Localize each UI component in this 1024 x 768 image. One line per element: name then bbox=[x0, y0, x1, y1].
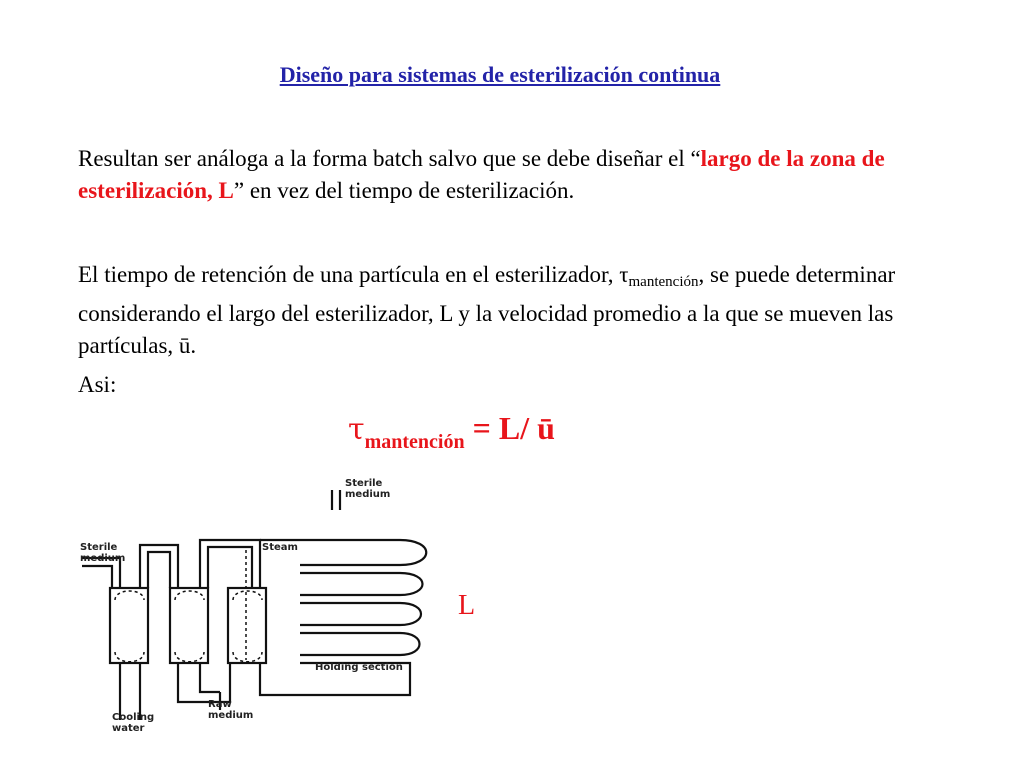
paragraph-2-text-b: , se puede determinar considerando el largo del esterilizador, L y la velocidad promedio a la que se mueven las partículas, ū. bbox=[78, 262, 896, 358]
tau-symbol: τ bbox=[619, 262, 629, 287]
paragraph-1-highlight: largo de la zona de esterilización, L bbox=[78, 146, 885, 203]
diagram-dashed-tubes bbox=[115, 550, 262, 662]
label-sterile-medium-top-1: Sterile bbox=[345, 478, 383, 489]
holding-loop-4 bbox=[300, 633, 420, 655]
label-raw-medium-2: medium bbox=[208, 710, 254, 721]
equation-rhs: = L/ ū bbox=[464, 410, 555, 446]
connector-1-2-b bbox=[148, 552, 170, 588]
holding-loop-2 bbox=[300, 573, 423, 595]
holding-loop-3 bbox=[300, 603, 421, 625]
label-sterile-medium-top-2: medium bbox=[345, 489, 391, 500]
equation-tau: τ bbox=[348, 412, 365, 447]
length-label: L bbox=[458, 590, 476, 621]
tube-dash-3b bbox=[233, 652, 262, 662]
tube-dash-1a bbox=[115, 591, 144, 600]
tube-dash-2b bbox=[175, 652, 204, 662]
label-cooling-water-1: Cooling bbox=[112, 712, 155, 723]
retention-time-equation bbox=[348, 410, 555, 454]
label-sterile-medium-left-1: Sterile bbox=[80, 542, 118, 553]
paragraph-3: Asi: bbox=[78, 372, 117, 397]
paragraph-2 bbox=[78, 259, 983, 362]
label-steam: Steam bbox=[262, 542, 298, 553]
continuous-sterilizer-diagram bbox=[60, 470, 460, 760]
left-medium-pipe-b bbox=[82, 566, 112, 588]
connector-bottom-2-3 bbox=[178, 663, 230, 702]
equation-subscript: mantención bbox=[364, 431, 465, 453]
tau-subscript: mantención bbox=[628, 274, 699, 290]
tube-dash-1b bbox=[115, 652, 144, 662]
paragraph-1-text-b: ” en vez del tiempo de esterilización. bbox=[233, 178, 575, 203]
paragraph-2-text-a: El tiempo de retención de una partícula en el esterilizador, bbox=[78, 262, 620, 287]
label-cooling-water-2: water bbox=[112, 723, 145, 734]
label-sterile-medium-left-2: medium bbox=[80, 553, 126, 564]
slide-title: Diseño para sistemas de esterilización continua bbox=[279, 62, 721, 87]
label-raw-medium-1: Raw bbox=[208, 699, 232, 710]
paragraph-1-text-a: Resultan ser análoga a la forma batch salvo que se debe diseñar el “ bbox=[78, 146, 701, 171]
tube-dash-2a bbox=[175, 591, 204, 600]
tube-dash-3a bbox=[233, 591, 262, 600]
diagram-piping bbox=[82, 490, 426, 720]
label-holding-section: Holding section bbox=[315, 662, 403, 673]
paragraph-1 bbox=[78, 143, 983, 207]
raw-medium-pipe bbox=[200, 663, 220, 692]
